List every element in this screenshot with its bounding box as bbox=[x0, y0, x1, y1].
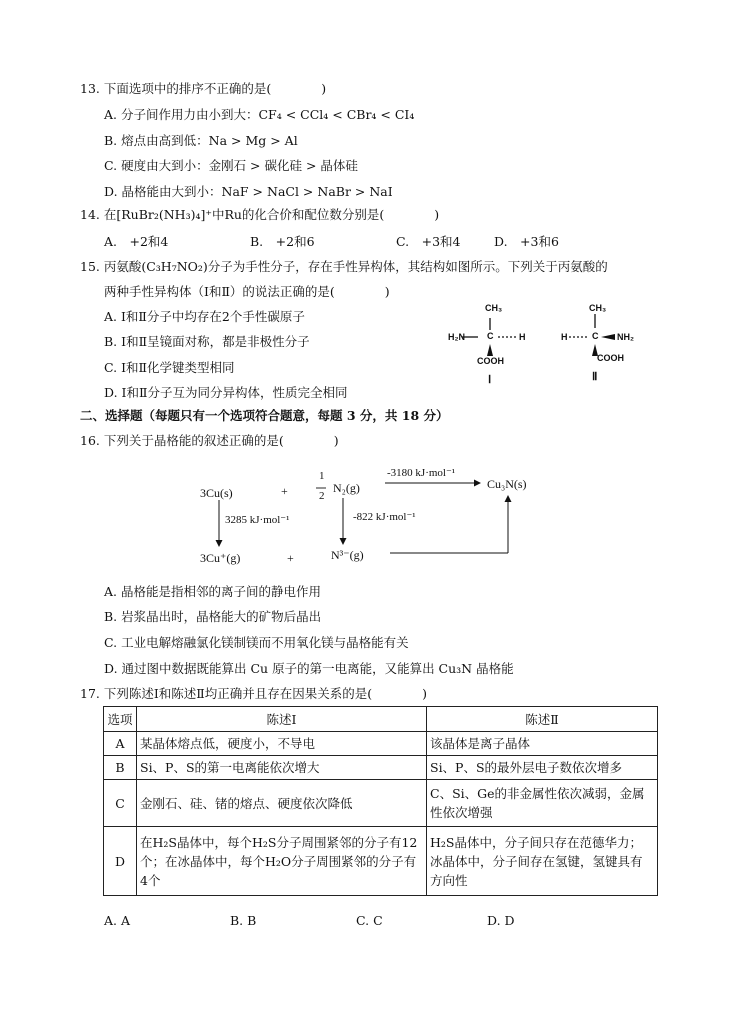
cycle-copper-nitride: Cu₃N(s) bbox=[487, 477, 527, 491]
molecule-one-label: Ⅰ bbox=[488, 374, 492, 386]
q17-table bbox=[103, 706, 658, 896]
molecule-one-bonds bbox=[440, 300, 550, 390]
q13-option-c: C. 硬度由大到小：金刚石 > 碳化硅 > 晶体硅 bbox=[104, 158, 358, 173]
row-statement-one: 在H₂S晶体中，每个H₂S分子周围紧邻的分子有12个；在冰晶体中，每个H₂O分子周围紧邻的分子有4个 bbox=[137, 827, 427, 896]
header-option: 选项 bbox=[104, 707, 137, 732]
cycle-formation-energy: -3180 kJ·mol⁻¹ bbox=[387, 467, 456, 479]
q15-stem-line2: 两种手性异构体（Ⅰ和Ⅱ）的说法正确的是( ) bbox=[104, 284, 390, 299]
q15-option-b: B. Ⅰ和Ⅱ呈镜面对称，都是非极性分子 bbox=[104, 334, 310, 349]
q14-option-a: A. +2和4 bbox=[104, 234, 169, 249]
molecule-two-right-group: NH₂ bbox=[617, 332, 634, 342]
molecule-two-bottom-group: COOH bbox=[597, 353, 624, 363]
molecule-one-center: C bbox=[487, 331, 494, 341]
cycle-half-numerator: 1 bbox=[319, 470, 325, 482]
q17-answer-c: C. C bbox=[356, 913, 383, 928]
row-option: C bbox=[104, 780, 137, 827]
q17-answer-d: D. D bbox=[487, 913, 515, 928]
row-statement-one: 某晶体熔点低，硬度小，不导电 bbox=[137, 732, 427, 756]
q17-stem: 17. 下列陈述Ⅰ和陈述Ⅱ均正确并且存在因果关系的是( ) bbox=[80, 686, 428, 701]
molecule-one-right-group: H bbox=[519, 332, 526, 342]
molecule-one-bottom-group: COOH bbox=[477, 356, 504, 366]
row-option: B bbox=[104, 756, 137, 780]
q13-option-a: A. 分子间作用力由小到大：CF₄ < CCl₄ < CBr₄ < CI₄ bbox=[104, 107, 415, 122]
q14-option-c: C. +3和4 bbox=[396, 234, 461, 249]
row-statement-two: Si、P、S的最外层电子数依次增多 bbox=[427, 756, 658, 780]
q13-option-b: B. 熔点由高到低：Na > Mg > Al bbox=[104, 133, 298, 148]
cycle-ionization-energy: 3285 kJ·mol⁻¹ bbox=[225, 514, 290, 526]
q17-answer-b: B. B bbox=[230, 913, 257, 928]
cycle-copper-ion: 3Cu⁺(g) bbox=[200, 551, 241, 565]
q16-option-a: A. 晶格能是指相邻的离子间的静电作用 bbox=[104, 584, 321, 599]
q14-option-d: D. +3和6 bbox=[494, 234, 559, 249]
molecule-two-left-group: H bbox=[561, 332, 568, 342]
q14-stem: 14. 在[RuBr₂(NH₃)₄]⁺中Ru的化合价和配位数分别是( ) bbox=[80, 207, 440, 222]
cycle-plus-bottom: + bbox=[287, 551, 294, 565]
q16-option-c: C. 工业电解熔融氯化镁制镁而不用氧化镁与晶格能有关 bbox=[104, 635, 409, 650]
molecule-one-left-group: H₂N bbox=[448, 332, 465, 342]
q17-answer-a: A. A bbox=[104, 913, 131, 928]
row-option: A bbox=[104, 732, 137, 756]
table-row bbox=[104, 756, 658, 780]
row-statement-two: 该晶体是离子晶体 bbox=[427, 732, 658, 756]
q14-option-b: B. +2和6 bbox=[250, 234, 315, 249]
q16-option-d: D. 通过图中数据既能算出 Cu 原子的第一电离能，又能算出 Cu₃N 晶格能 bbox=[104, 661, 514, 676]
cycle-nitrogen-energy: -822 kJ·mol⁻¹ bbox=[353, 511, 416, 523]
row-statement-two: H₂S晶体中，分子间只存在范德华力；冰晶体中，分子间存在氢键，氢键具有方向性 bbox=[427, 827, 658, 896]
q13-stem: 13. 下面选项中的排序不正确的是( ) bbox=[80, 81, 327, 96]
header-statement-one: 陈述Ⅰ bbox=[137, 707, 427, 732]
cycle-nitrogen-gas: N₂(g) bbox=[333, 481, 360, 495]
row-option: D bbox=[104, 827, 137, 896]
cycle-plus-top: + bbox=[281, 484, 288, 498]
molecule-two-label: Ⅱ bbox=[592, 371, 598, 383]
table-row bbox=[104, 780, 658, 827]
q15-stem-line1: 15. 丙氨酸(C₃H₇NO₂)分子为手性分子，存在手性异构体，其结构如图所示。下列关于丙氨酸的 bbox=[80, 259, 608, 274]
q15-option-a: A. Ⅰ和Ⅱ分子中均存在2个手性碳原子 bbox=[104, 309, 305, 324]
table-row bbox=[104, 827, 658, 896]
q16-option-b: B. 岩浆晶出时，晶格能大的矿物后晶出 bbox=[104, 609, 322, 624]
q16-stem: 16. 下列关于晶格能的叙述正确的是( ) bbox=[80, 433, 339, 448]
cycle-nitride-ion: N³⁻(g) bbox=[331, 548, 364, 562]
header-statement-two: 陈述Ⅱ bbox=[427, 707, 658, 732]
cycle-half-denominator: 2 bbox=[319, 490, 325, 502]
molecule-one-top-group: CH₃ bbox=[485, 303, 503, 313]
cycle-copper-solid: 3Cu(s) bbox=[200, 486, 233, 500]
q15-option-d: D. Ⅰ和Ⅱ分子互为同分异构体，性质完全相同 bbox=[104, 385, 348, 400]
q13-option-d: D. 晶格能由大到小：NaF > NaCl > NaBr > NaI bbox=[104, 184, 393, 199]
section-two-heading: 二、选择题（每题只有一个选项符合题意，每题 3 分，共 18 分） bbox=[80, 408, 449, 423]
row-statement-one: 金刚石、硅、锗的熔点、硬度依次降低 bbox=[137, 780, 427, 827]
molecule-two-top-group: CH₃ bbox=[589, 303, 607, 313]
molecule-two-center: C bbox=[592, 331, 599, 341]
row-statement-two: C、Si、Ge的非金属性依次减弱，金属性依次增强 bbox=[427, 780, 658, 827]
table-header-row bbox=[104, 707, 658, 732]
row-statement-one: Si、P、S的第一电离能依次增大 bbox=[137, 756, 427, 780]
q15-option-c: C. Ⅰ和Ⅱ化学键类型相同 bbox=[104, 360, 235, 375]
table-row bbox=[104, 732, 658, 756]
molecule-two-bonds bbox=[555, 300, 665, 390]
